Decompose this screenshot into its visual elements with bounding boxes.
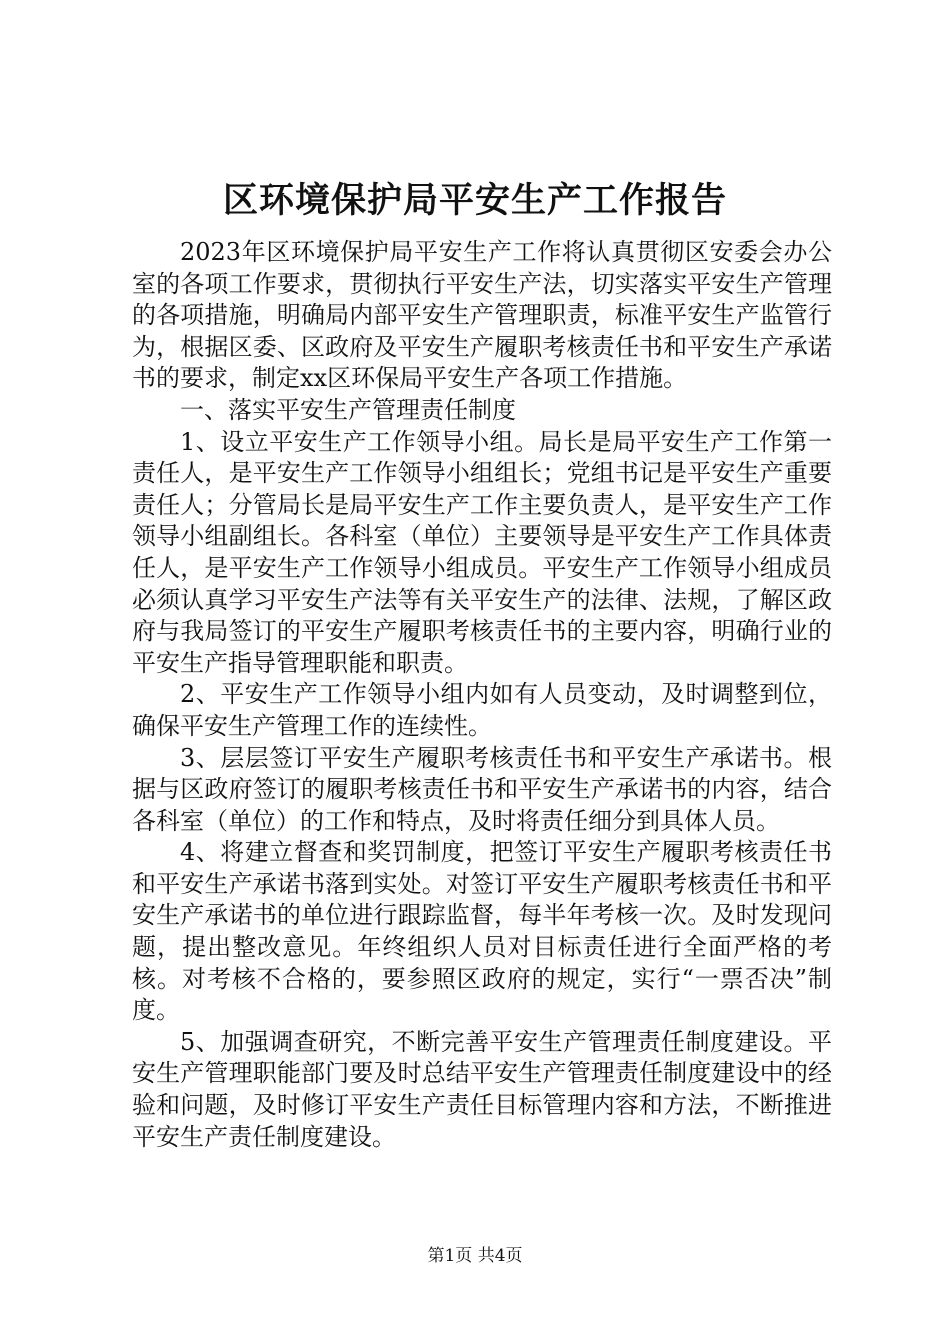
paragraph-item-1: 1、设立平安生产工作领导小组。局长是局平安生产工作第一责任人，是平安生产工作领导小组组长；党组书记是平安生产重要责任人；分管局长是局平安生产工作主要负责人，是平安生产工作领导小组副组长。各科室（单位）主要领导是平安生产工作具体责任人，是平安生产工作领导小组成员。平安生产工作领导小组成员必须认真学习平安生产法等有关平安生产的法律、法规，了解区政府与我局签订的平安生产履职考核责任书的主要内容，明确行业的平安生产指导管理职能和职责。 — [132, 427, 832, 677]
paragraph-item-4: 4、将建立督查和奖罚制度，把签订平安生产履职考核责任书和平安生产承诺书落到实处。对签订平安生产履职考核责任书和平安生产承诺书的单位进行跟踪监督，每半年考核一次。及时发现问题，提出整改意见。年终组织人员对目标责任进行全面严格的考核。对考核不合格的，要参照区政府的规定，实行“一票否决”制度。 — [132, 838, 832, 1025]
paragraph-item-3: 3、层层签订平安生产履职考核责任书和平安生产承诺书。根据与区政府签订的履职考核责任书和平安生产承诺书的内容，结合各科室（单位）的工作和特点，及时将责任细分到具体人员。 — [132, 743, 832, 835]
paragraph-intro: 2023年区环境保护局平安生产工作将认真贯彻区安委会办公室的各项工作要求，贯彻执行平安生产法，切实落实平安生产管理的各项措施，明确局内部平安生产管理职责，标准平安生产监管行为，根据区委、区政府及平安生产履职考核责任书和平安生产承诺书的要求，制定xx区环保局平安生产各项工作措施。 — [132, 238, 832, 393]
document-body — [132, 237, 832, 1153]
paragraph-item-5: 5、加强调查研究，不断完善平安生产管理责任制度建设。平安生产管理职能部门要及时总结平安生产管理责任制度建设中的经验和问题，及时修订平安生产责任目标管理内容和方法，不断推进平安生产责任制度建设。 — [132, 1027, 832, 1151]
section-heading: 一、落实平安生产管理责任制度 — [180, 395, 516, 424]
paragraph-item-2: 2、平安生产工作领导小组内如有人员变动，及时调整到位，确保平安生产管理工作的连续性。 — [132, 680, 832, 740]
page-number-footer: 第1页 共4页 — [427, 1246, 523, 1266]
page-title: 区环境保护局平安生产工作报告 — [222, 180, 727, 221]
